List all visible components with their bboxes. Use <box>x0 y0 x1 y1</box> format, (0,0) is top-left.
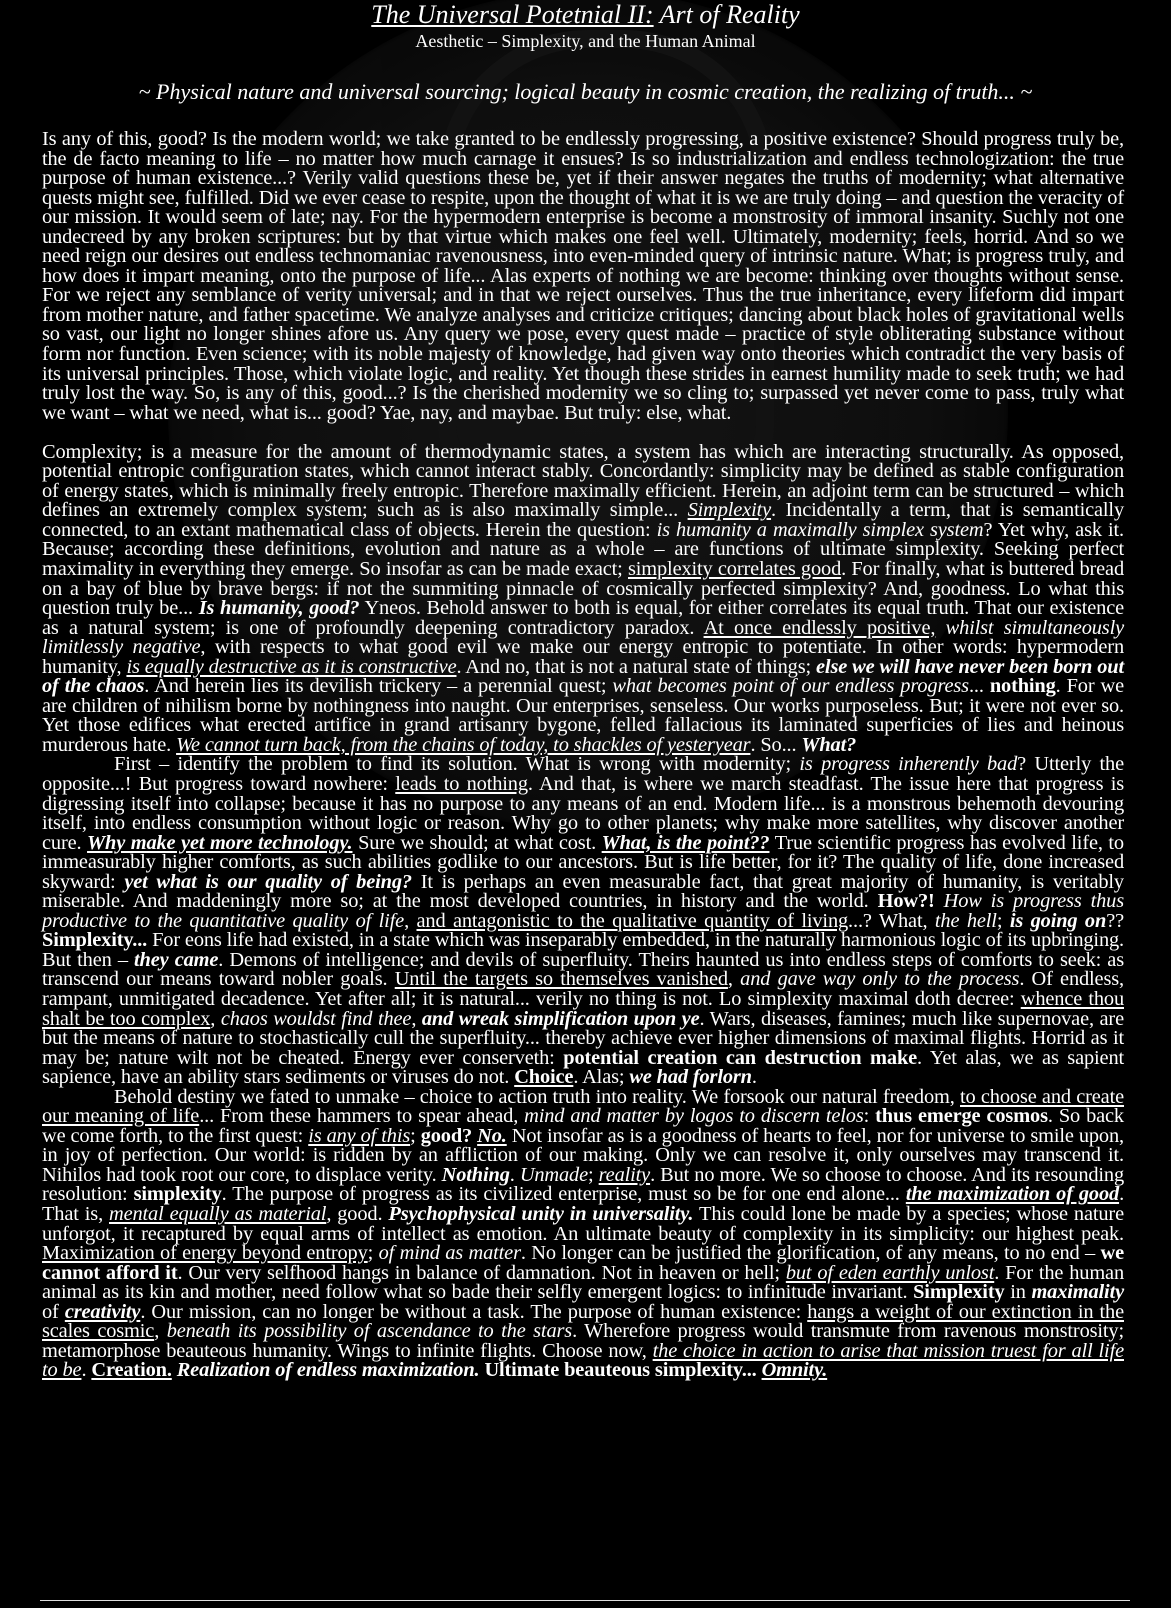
tagline: ~ Physical nature and universal sourcing; logical beauty in cosmic creation, the realizing of truth... ~ <box>138 79 1033 104</box>
paragraph-2: Complexity; is a measure for the amount of thermodynamic states, a system has which are interacting structurally. As opposed, potential entropic configuration states, which cannot interact stably. Concordantly: simplicity may be defined as stable configuration of energy states, which is minimally freely entropic. Therefore maximally efficient. Herein, an adjoint term can be structured – which defines an extremely complex system; such as is also maximally simple... Simplexity. Incidentally a term, that is semantically connected, to an extant mathematical class of objects. Herein the question: is humanity a maximally simplex system? Yet why, ask it. Because; according these definitions, evolution and nature as a whole – are functions of ultimate simplexity. Seeking perfect maximality in everything they emerge. So insofar as can be made exact; simplexity correlates good. For finally, what is buttered bread on a bay of blue by brave bergs: if not the summiting pinnacle of cosmically perfected simplexity? And, goodness. Lo what this question truly be... Is humanity, good? Yneos. Behold answer to both is equal, for either correlates its equal truth. That our existence as a natural system; is one of profoundly deepening contradictory paradox. At once endlessly positive, whilst simultaneously limitlessly negative, with respects to what good evil we make our energy entropic to potentiate. In other words: hypermodern humanity, is equally destructive as it is constructive. And no, that is not a natural state of things; else we will have never been born out of the chaos. And herein lies its devilish trickery – a perennial quest; what becomes point of our endless progress... nothing. For we are children of nihilism borne by nothingness into naught. Our enterprises, senseless. Our works purposeless. But; it were not ever so. Yet those edifices what erected artifice in grand artisanry bygone, felled fallacious its laminated superficies of lies and heinous murderous hate. We cannot turn back, from the chains of today, to shackles of yesteryear. So... What? <box>42 440 1124 756</box>
essay-body <box>42 130 1124 1381</box>
paragraph-4: Behold destiny we fated to unmake – choice to action truth into reality. We forsook our natural freedom, to choose and create our meaning of life... From these hammers to spear ahead, mind and matter by logos to discern telos: thus emerge cosmos. So back we come forth, to the first quest: is any of this; good? No. Not insofar as is a goodness of hearts to feel, nor for universe to smile upon, in joy of perfection. Our world: is ridden by an affliction of our making. Only we can resolve it, only ourselves may transcend it. Nihilos had took root our core, to displace verity. Nothing. Unmade; reality. But no more. We so choose to choose. And its resounding resolution: simplexity. The purpose of progress as its civilized enterprise, must so be for one end alone... the maximization of good. That is, mental equally as material, good. Psychophysical unity in universality. This could lone be made by a species; whose nature unforgot, it recaptured by equal arms of intellect as emotion. An ultimate beauty of complexity in its simplicity: our highest peak. Maximization of energy beyond entropy; of mind as matter. No longer can be justified the glorification, of any means, to no end – we cannot afford it. Our very selfhood hangs in balance of damnation. Not in heaven or hell; but of eden earthly unlost. For the human animal as its kin and mother, need follow what so bade their selfly emergent logics: to infinitude invariant. Simplexity in maximality of creativity. Our mission, can no longer be without a task. The purpose of human existence: hangs a weight of our extinction in the scales cosmic, beneath its possibility of ascendance to the stars. Wherefore progress would transmute from ravenous monstrosity; metamorphose beauteous humanity. Wings to infinite flights. Choose now, the choice in action to arise that mission truest for all life to be. Creation. Realization of endless maximization. Ultimate beauteous simplexity... Omnity. <box>42 1085 1125 1382</box>
header <box>0 0 1171 52</box>
title-rest: Art of Reality <box>653 0 800 29</box>
title-main: The Universal Potetnial II: <box>371 0 654 29</box>
paragraph-1: Is any of this, good? Is the modern world; we take granted to be endlessly progressing, a positive existence? Should progress truly be, the de facto meaning to life – no matter how much carnage it ensues? Is so industrialization and endless technologization: the true purpose of human existence...? Verily valid questions these be, yet if their answer negates the truths of modernity; what alternative quests might see, fulfilled. Did we ever cease to respite, upon the thought of what it is we are truly doing – and question the veracity of our mission. It would seem of late; nay. For the hypermodern enterprise is become a monstrosity of immoral insanity. Suchly not one undecreed by any broken scriptures: but by that virtue which makes one feel well. Ultimately, modernity; feels, horrid. And so we need reign our desires out endless technomaniac ravenousness, into even-minded query of intrinsic nature. What; is progress truly, and how does it impart meaning, onto the purpose of life... Alas experts of nothing we are become: thinking over thoughts without sense. For we reject any semblance of verity universal; and in that we reject ourselves. Thus the true inheritance, every lifeform did impart from mother nature, and father spacetime. We analyze analyses and criticize critiques; dancing about black holes of gravitational wells so vast, our light no longer shines afore us. Any query we pose, every quest made – practice of style obliterating substance without form nor function. Even science; with its noble majesty of knowledge, had given way onto theories which contradict the very basis of its universal principles. Those, which violate logic, and reality. Yet though these strides in earnest humility made to seek truth; we had truly lost the way. So, is any of this, good...? Is the cherished modernity we so cling to; surpassed yet never come to pass, truly what we want – what we need, what is... good? Yae, nay, and maybae. But truly: else, what. <box>42 128 1124 424</box>
page-title <box>0 0 1171 30</box>
page-subtitle: Aesthetic – Simplexity, and the Human Animal <box>415 31 756 51</box>
paragraph-3: First – identify the problem to find its solution. What is wrong with modernity; is progress inherently bad? Utterly the opposite...! But progress toward nowhere: leads to nothing. And that, is where we march steadfast. The issue here that progress is digressing itself into collapse; because it has no purpose to any means of an end. Modern life... is a monstrous behemoth devouring itself, into endless consumption without logic or reason. Why go to other planets; why make more satellites, why discover another cure. Why make yet more technology. Sure we should; at what cost. What, is the point?? True scientific progress has evolved life, to immeasurably higher comforts, as such abilities godlike to our ancestors. But is life better, for it? The quality of life, done increased skyward: yet what is our quality of being? It is perhaps an even measurable fact, that great majority of humanity, is veritably miserable. And maddeningly more so; at the most developed countries, in history and the world. How?! How is progress thus productive to the quantitative quality of life, and antagonistic to the qualitative quantity of living...? What, the hell; is going on?? Simplexity... For eons life had existed, in a state which was inseparably embedded, in the naturally harmonious logic of its upbringing. But then – they came. Demons of intelligence; and devils of superfluity. Theirs haunted us into endless steps of comforts to seek: as transcend our means toward nobler goals. Until the targets so themselves vanished, and gave way only to the process. Of endless, rampant, unmitigated decadence. Yet after all; it is natural... verily no thing is not. Lo simplexity maximal doth decree: whence thou shalt be too complex, chaos wouldst find thee, and wreak simplification upon ye. Wars, diseases, famines; much like supernovae, are but the means of nature to stochastically cull the superfluity... thereby achieve ever higher dimensions of maximal flights. Horrid as it may be; nature wilt not be cheated. Energy ever conserveth: potential creation can destruction make. Yet alas, we as sapient sapience, have an ability stars sediments or viruses do not. Choice. Alas; we had forlorn. <box>42 753 1125 1089</box>
bottom-rule <box>40 1600 1130 1601</box>
